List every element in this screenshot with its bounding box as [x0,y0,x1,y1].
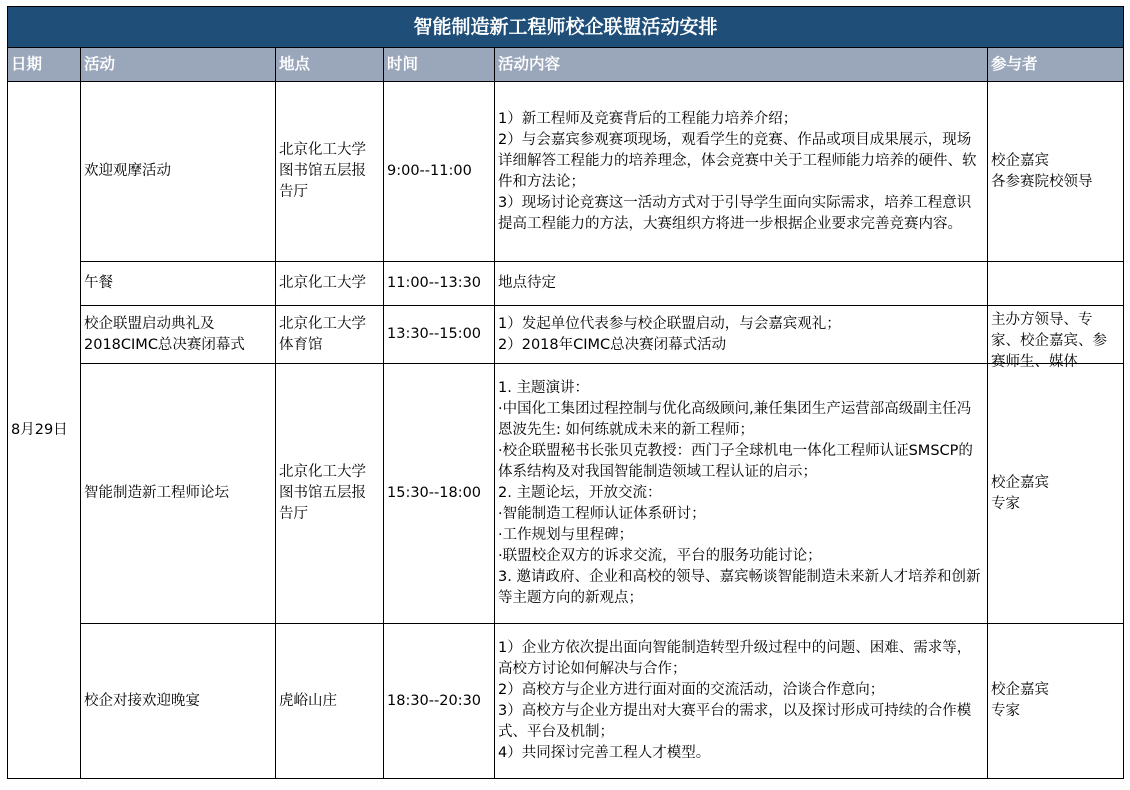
participant-line: 各参赛院校领导 [991,173,1093,190]
content-cell [495,262,988,306]
participants-cell [988,364,1124,624]
header-row [8,48,1124,82]
participant-line: 校企嘉宾 [991,152,1049,169]
table-row [8,82,1124,262]
participant-line: 专家 [991,703,1020,719]
header-content: 活动内容 [495,48,988,82]
time-cell: 9:00--11:00 [384,82,495,262]
content-line: 2）2018年CIMC总决赛闭幕式活动 [498,336,727,353]
content-line: 3）高校方与企业方提出对大赛平台的需求，以及探讨形成可持续的合作模式、平台及机制； [498,703,972,740]
content-line: ·智能制造工程师认证体系研讨； [498,506,706,522]
schedule-table [7,6,1124,779]
header-date: 日期 [8,48,81,82]
content-line: 2. 主题论坛，开放交流： [498,485,662,501]
header-time: 时间 [384,48,495,82]
header-activity: 活动 [81,48,276,82]
content-line: 3）现场讨论竞赛这一活动方式对于引导学生面向实际需求，培养工程意识提高工程能力的方法，大赛组织方将进一步根据企业要求完善竞赛内容。 [498,194,972,232]
content-line: 1）新工程师及竞赛背后的工程能力培养介绍； [498,110,798,127]
participant-line: 校企嘉宾 [991,682,1049,698]
schedule-sheet [7,6,1123,779]
table-title: 智能制造新工程师校企联盟活动安排 [8,7,1124,48]
content-cell [495,82,988,262]
table-row [8,364,1124,624]
content-line: 2）高校方与企业方进行面对面的交流活动，洽谈合作意向； [498,682,885,698]
table-row [8,262,1124,306]
content-cell [495,624,988,779]
participants-cell [988,262,1124,306]
content-line: 1. 主题演讲： [498,380,589,396]
location-cell: 北京化工大学图书馆五层报告厅 [276,364,384,624]
content-line: 2）与会嘉宾参观赛项现场，观看学生的竞赛、作品或项目成果展示，现场详细解答工程能力的培养理念，体会竞赛中关于工程师能力培养的硬件、软件和方法论； [498,131,977,190]
participant-line: 校企嘉宾 [991,474,1049,491]
content-line: ·校企联盟秘书长张贝克教授：西门子全球机电一体化工程师认证SMSCP的体系结构及对我国智能制造领域工程认证的启示； [498,443,973,480]
location-cell: 北京化工大学 [276,262,384,306]
date-cell: 8月29日 [8,82,81,779]
location-cell: 北京化工大学图书馆五层报告厅 [276,82,384,262]
participants-cell [988,624,1124,779]
participants-cell [988,82,1124,262]
content-line: 1）企业方依次提出面向智能制造转型升级过程中的问题、困难、需求等，高校方讨论如何解决与合作； [498,640,972,677]
content-line: ·中国化工集团过程控制与优化高级顾问,兼任集团生产运营部高级副主任冯恩波先生: 如何练就成未来的新工程师； [498,401,972,438]
content-line: 4）共同探讨完善工程人才模型。 [498,745,711,761]
table-row [8,624,1124,779]
participants-clip [991,310,1120,370]
location-cell: 北京化工大学体育馆 [276,306,384,364]
time-cell: 18:30--20:30 [384,624,495,779]
activity-cell: 校企联盟启动典礼及2018CIMC总决赛闭幕式 [81,306,276,364]
header-location: 地点 [276,48,384,82]
content-cell [495,306,988,364]
time-cell: 13:30--15:00 [384,306,495,364]
activity-cell: 校企对接欢迎晚宴 [81,624,276,779]
content-line: 3. 邀请政府、企业和高校的领导、嘉宾畅谈智能制造未来新人才培养和创新等主题方向的新观点； [498,569,981,606]
activity-cell: 欢迎观摩活动 [81,82,276,262]
activity-cell: 午餐 [81,262,276,306]
content-line: 1）发起单位代表参与校企联盟启动，与会嘉宾观礼； [498,315,841,332]
participant-line: 主办方领导、专家、校企嘉宾、参赛师生、媒体 [991,312,1107,370]
time-cell: 15:30--18:00 [384,364,495,624]
table-row [8,306,1124,364]
header-participants: 参与者 [988,48,1124,82]
activity-cell: 智能制造新工程师论坛 [81,364,276,624]
content-line: ·联盟校企双方的诉求交流，平台的服务功能讨论； [498,548,822,564]
time-cell: 11:00--13:30 [384,262,495,306]
participants-cell [988,306,1124,370]
content-cell [495,364,988,624]
content-line: ·工作规划与里程碑； [498,527,634,543]
location-cell: 虎峪山庄 [276,624,384,779]
content-line: 地点待定 [498,275,556,291]
participant-line: 专家 [991,495,1020,512]
